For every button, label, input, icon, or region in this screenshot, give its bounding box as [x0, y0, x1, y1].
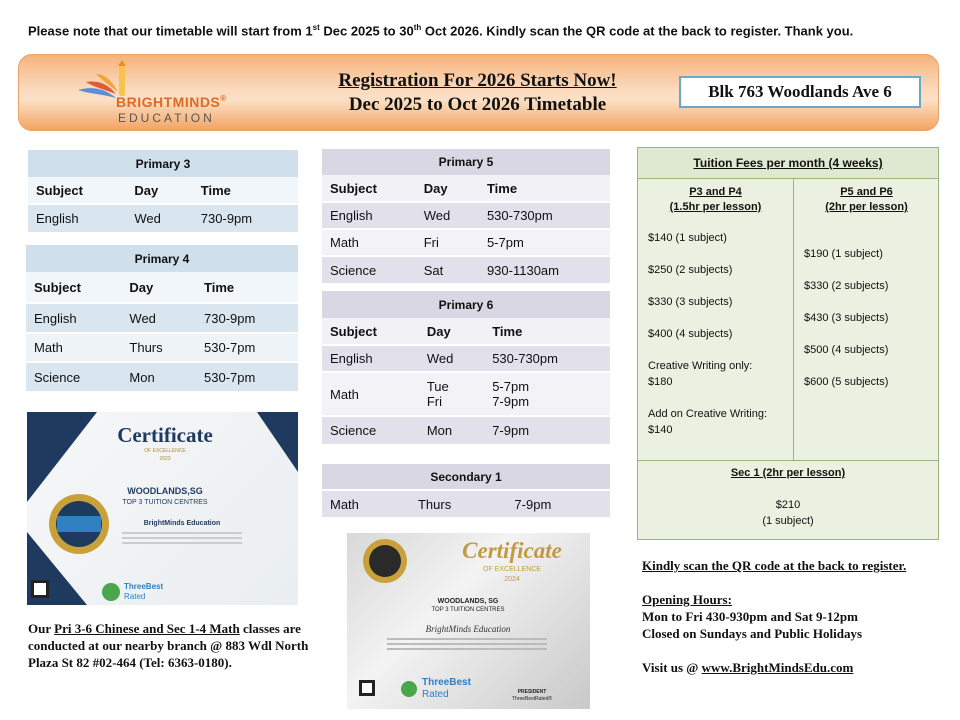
col-subject: Subject [26, 272, 121, 303]
opening-hours-title: Opening Hours: [642, 592, 732, 607]
svg-text:OF EXCELLENCE: OF EXCELLENCE [144, 448, 186, 454]
opening-hours-closed: Closed on Sundays and Public Holidays [642, 626, 862, 641]
svg-text:Rated: Rated [124, 592, 146, 601]
table-primary-4 [26, 245, 298, 391]
table-row: Science Mon 7-9pm [322, 416, 610, 444]
svg-text:TOP 3 TUITION CENTRES: TOP 3 TUITION CENTRES [431, 607, 505, 613]
scan-note: Kindly scan the QR code at the back to register. [642, 558, 907, 573]
svg-text:BrightMinds Education: BrightMinds Education [425, 624, 511, 634]
svg-text:WOODLANDS,SG: WOODLANDS,SG [127, 486, 203, 496]
col-time: Time [193, 177, 298, 204]
svg-text:WOODLANDS, SG: WOODLANDS, SG [437, 598, 499, 605]
col-day: Day [419, 318, 484, 345]
table-title: Primary 5 [322, 149, 610, 175]
logo-brand: BRIGHTMINDS® [116, 94, 227, 110]
table-row: Math Fri 5-7pm [322, 229, 610, 256]
fees-box [637, 147, 939, 540]
svg-text:PRESIDENT: PRESIDENT [517, 689, 547, 695]
table-secondary-1 [322, 464, 610, 517]
certificate-2023 [27, 412, 298, 605]
banner-subtitle: Dec 2025 to Oct 2026 Timetable [348, 94, 607, 115]
svg-text:BrightMinds Education: BrightMinds Education [143, 520, 221, 527]
svg-text:OF EXCELLENCE: OF EXCELLENCE [483, 566, 541, 573]
table-row: Science Sat 930-1130am [322, 256, 610, 283]
table-row: English Wed 530-730pm [322, 345, 610, 372]
website-line: Visit us @ www.BrightMindsEdu.com [642, 660, 854, 675]
col-subject: Subject [322, 318, 419, 345]
notice-text: Please note that our timetable will start from 1st Dec 2025 to 30th Oct 2026. Kindly scan the QR code at the back to register. Thank you. [28, 23, 854, 39]
website-link[interactable]: www.BrightMindsEdu.com [701, 660, 854, 675]
fees-p5-p6: P5 and P6 (2hr per lesson) $190 (1 subject) $330 (2 subjects) $430 (3 subjects) $500 (4 subjects) $600 (5 subjects) [804, 186, 908, 388]
table-title: Secondary 1 [322, 464, 610, 490]
col-subject: Subject [28, 177, 126, 204]
col-subject: Subject [322, 175, 416, 202]
table-primary-5 [322, 149, 610, 283]
col-time: Time [196, 272, 298, 303]
opening-hours-weekday: Mon to Fri 430-930pm and Sat 9-12pm [642, 609, 858, 624]
fees-title: Tuition Fees per month (4 weeks) [638, 148, 938, 179]
table-row: Math Tue Fri 5-7pm 7-9pm [322, 372, 610, 416]
logo-sub: EDUCATION [118, 111, 215, 125]
table-primary-6 [322, 291, 610, 444]
banner-title: Registration For 2026 Starts Now! [338, 70, 617, 91]
branch-note: Our Pri 3-6 Chinese and Sec 1-4 Math classes are conducted at our nearby branch @ 883 Wdl North Plaza St 82 #02-464 (Tel: 6363-0180). [28, 621, 309, 670]
fees-sec-1: Sec 1 (2hr per lesson) $210 (1 subject) [638, 460, 938, 540]
table-title: Primary 6 [322, 291, 610, 318]
col-time: Time [479, 175, 610, 202]
table-title: Primary 3 [28, 150, 298, 177]
svg-text:ThreeBest: ThreeBest [124, 582, 164, 591]
col-day: Day [121, 272, 196, 303]
svg-text:Rated: Rated [422, 689, 449, 700]
table-row: Math Thurs 530-7pm [26, 333, 298, 362]
certificate-2023-art [27, 412, 298, 605]
certificate-2024 [347, 533, 590, 709]
table-primary-3 [28, 150, 298, 232]
svg-text:TOP 3 TUITION CENTRES: TOP 3 TUITION CENTRES [122, 499, 208, 506]
svg-text:2023: 2023 [159, 456, 171, 462]
table-row: Math Thurs 7-9pm [322, 490, 610, 517]
certificate-2024-art [347, 533, 590, 709]
address-box: Blk 763 Woodlands Ave 6 [679, 76, 921, 108]
table-row: English Wed 730-9pm [26, 303, 298, 333]
fees-p3-p4: P3 and P4 (1.5hr per lesson) $140 (1 subject) $250 (2 subjects) $330 (3 subjects) $400 (4 subjects) Creative Writing only: $180 Add on Creative Writing: $140 [638, 179, 794, 460]
table-row: English Wed 530-730pm [322, 202, 610, 229]
table-title: Primary 4 [26, 245, 298, 272]
cert2-title: Certificate [462, 538, 562, 563]
cert1-title: Certificate [117, 423, 213, 447]
table-row: Science Mon 530-7pm [26, 362, 298, 391]
col-time: Time [484, 318, 610, 345]
svg-text:ThreeBestRated®: ThreeBestRated® [511, 696, 553, 702]
col-day: Day [416, 175, 479, 202]
svg-text:2024: 2024 [504, 576, 520, 583]
svg-text:ThreeBest: ThreeBest [422, 677, 471, 688]
info-note [642, 557, 942, 676]
table-row: English Wed 730-9pm [28, 204, 298, 232]
col-day: Day [126, 177, 192, 204]
